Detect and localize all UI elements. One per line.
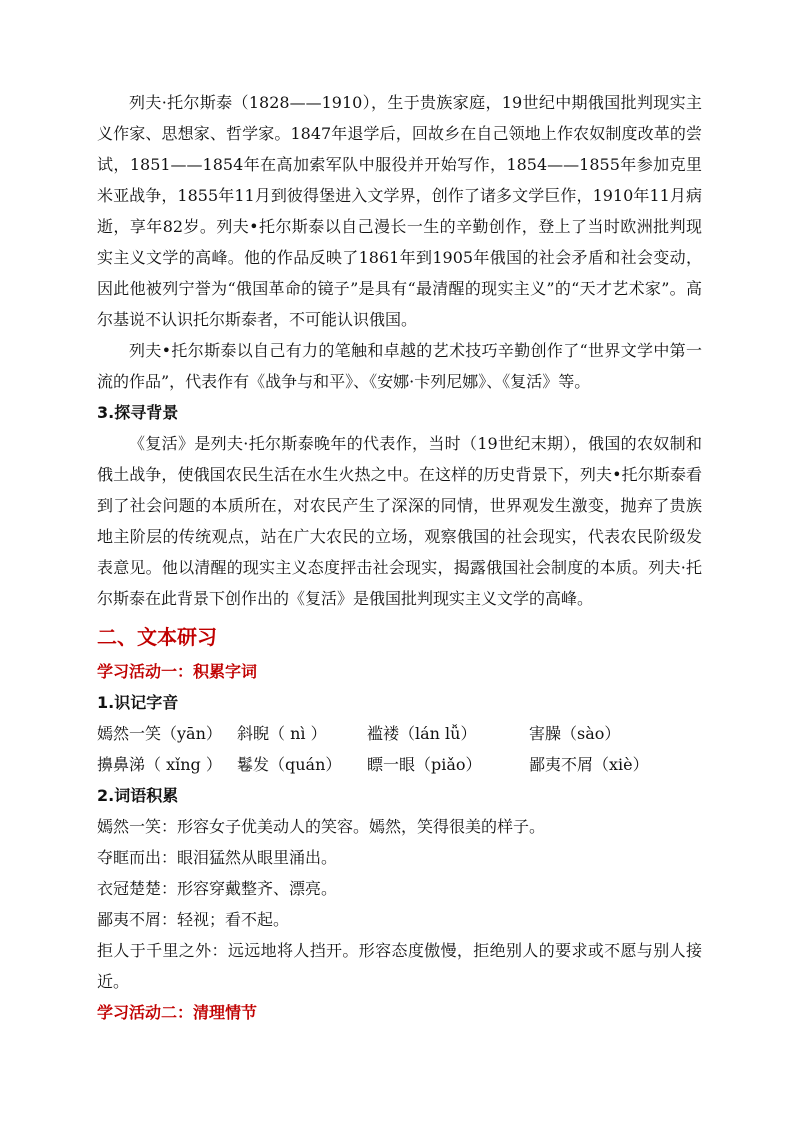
pronunciation-item: 瞟一眼（piǎo）: [367, 755, 482, 774]
vocabulary-entry: 衣冠楚楚：形容穿戴整齐、漂亮。: [97, 879, 338, 898]
activity-heading-2: 学习活动二：清理情节: [97, 1003, 258, 1022]
section-title: 二、文本研习: [97, 625, 217, 649]
intro-paragraph-1: 列夫·托尔斯泰（1828——1910），生于贵族家庭，19世纪中期俄国批判现实主义作家、思想家、哲学家。1847年退学后，回故乡在自己领地上作农奴制度改革的尝试，1851——1854年在高加索军队中服役并开始写作，1854——1855年参加克里米亚战争，1855年11月到彼得堡进入文学界，创作了诸多文学巨作，1910年11月病逝，享年82岁。列夫•托尔斯泰以自己漫长一生的辛勤创作，登上了当时欧洲批判现实主义文学的高峰。他的作品反映了1861年到1905年俄国的社会矛盾和社会变动，因此他被列宁誉为“俄国革命的镜子”是具有“最清醒的现实主义”的“天才艺术家”。高尔基说不认识托尔斯泰者，不可能认识俄国。: [97, 93, 702, 329]
activity-heading-1: 学习活动一：积累字词: [97, 662, 258, 681]
pronunciation-heading: 1.识记字音: [97, 693, 179, 712]
pronunciation-item: 鄙夷不屑（xiè）: [529, 755, 649, 774]
pronunciation-item: 鬈发（quán）: [237, 755, 342, 774]
vocabulary-heading: 2.词语积累: [97, 786, 179, 805]
pronunciation-item: 害臊（sào）: [529, 724, 621, 743]
background-heading: 3.探寻背景: [97, 403, 179, 422]
document-page: [97, 87, 702, 1028]
vocabulary-entry: 鄙夷不屑：轻视；看不起。: [97, 910, 290, 929]
vocabulary-entry: 拒人于千里之外：远远地将人挡开。形容态度傲慢，拒绝别人的要求或不愿与别人接近。: [97, 941, 702, 991]
pronunciation-item: 擤鼻涕（ xǐng ）: [97, 755, 222, 774]
pronunciation-row: [97, 718, 702, 749]
vocabulary-entry: 夺眶而出：眼泪猛然从眼里涌出。: [97, 848, 338, 867]
background-paragraph: 《复活》是列夫·托尔斯泰晚年的代表作，当时（19世纪末期），俄国的农奴制和俄土战争，使俄国农民生活在水生火热之中。在这样的历史背景下，列夫•托尔斯泰看到了社会问题的本质所在，对农民产生了深深的同情，世界观发生激变，抛弃了贵族地主阶层的传统观点，站在广大农民的立场，观察俄国的社会现实，代表农民阶级发表意见。他以清醒的现实主义态度抨击社会现实，揭露俄国社会制度的本质。列夫·托尔斯泰在此背景下创作出的《复活》是俄国批判现实主义文学的高峰。: [97, 434, 702, 608]
pronunciation-item: 嫣然一笑（yān）: [97, 724, 222, 743]
pronunciation-item: 斜睨（ nì ）: [237, 724, 327, 743]
pronunciation-item: 褴褛（lán lǚ）: [367, 724, 477, 743]
intro-paragraph-2: 列夫•托尔斯泰以自己有力的笔触和卓越的艺术技巧辛勤创作了“世界文学中第一流的作品”，代表作有《战争与和平》、《安娜·卡列尼娜》、《复活》等。: [97, 341, 702, 391]
pronunciation-row: [97, 749, 702, 780]
vocabulary-entry: 嫣然一笑：形容女子优美动人的笑容。嫣然，笑得很美的样子。: [97, 817, 546, 836]
